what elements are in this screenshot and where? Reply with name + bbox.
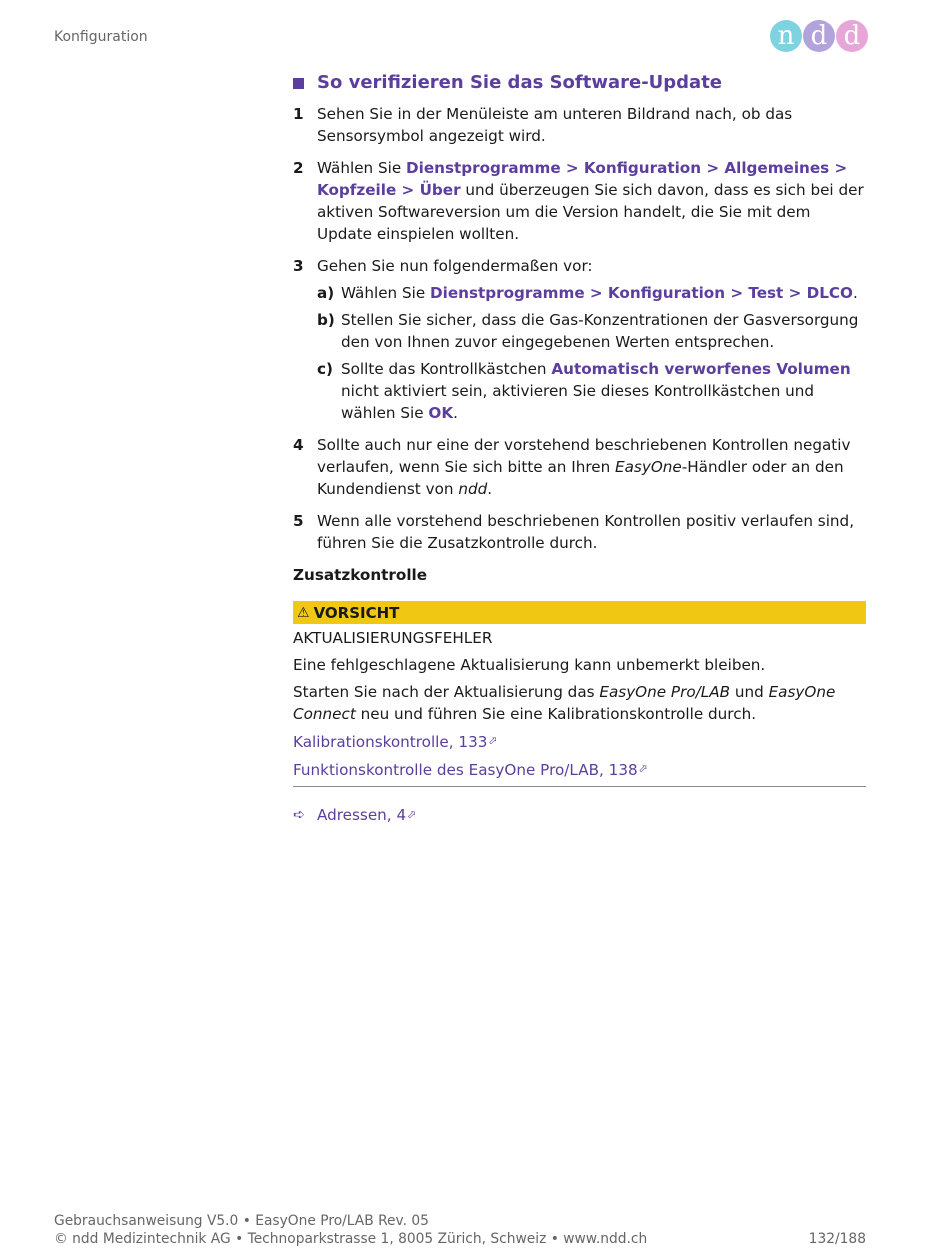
step-text-post: und überzeugen Sie sich davon, dass es sich bei der aktiven Softwareversion um die Version handelt, die Sie mit dem Update einspielen wollten.: [317, 181, 864, 243]
step-text: [317, 434, 866, 500]
caution-headline: AKTUALISIERUNGSFEHLER: [293, 629, 493, 647]
caution-bar: [293, 601, 866, 624]
substep-b: [317, 309, 866, 353]
step-5: [293, 510, 866, 554]
step-text-pre: Sollte auch nur eine der vorstehend beschriebenen Kontrollen negativ verlaufen, wenn Sie sich bitte an Ihren: [317, 436, 851, 476]
step-text-post: .: [487, 480, 493, 498]
link-kalibrationskontrolle[interactable]: [293, 730, 866, 753]
step-number: 3: [293, 257, 304, 275]
ndd-logo: [770, 20, 869, 52]
link-funktionskontrolle[interactable]: [293, 758, 866, 781]
footer-line-2: © ndd Medizintechnik AG • Technoparkstrasse 1, 8005 Zürich, Schweiz • www.ndd.ch: [54, 1231, 648, 1247]
substep-text-post: .: [453, 404, 458, 422]
checkbox-name: Automatisch verworfenes Volumen: [551, 360, 851, 378]
step-number: 1: [293, 105, 304, 123]
product-name: EasyOne Connect: [293, 683, 836, 723]
reference-link-text: Adressen, 4: [317, 806, 407, 824]
section-heading: [293, 72, 866, 94]
external-link-icon: ⬀: [488, 734, 498, 747]
step-2: [293, 157, 866, 245]
caution-instruction: [293, 681, 866, 725]
substep-text: Stellen Sie sicher, dass die Gas-Konzentrationen der Gasversorgung den von Ihnen zuvor eingegebenen Werten entsprechen.: [341, 311, 859, 351]
substep-text: [341, 282, 866, 304]
substep-c: [317, 358, 866, 424]
heading-square-icon: [293, 78, 304, 89]
step-text: Wenn alle vorstehend beschriebenen Kontrollen positiv verlaufen sind, führen Sie die Zusatzkontrolle durch.: [317, 512, 855, 552]
footer-line-1: Gebrauchsanweisung V5.0 • EasyOne Pro/LAB Rev. 05: [54, 1213, 429, 1229]
external-link-icon: ⬀: [638, 762, 648, 775]
company-name: ndd: [458, 480, 488, 498]
step-text: [317, 157, 866, 245]
warning-triangle-icon: ⚠: [297, 604, 310, 621]
external-link-icon: ⬀: [407, 808, 417, 821]
menu-path: Dienstprogramme > Konfiguration > Allgemeines > Kopfzeile > Über: [317, 159, 848, 199]
substep-text-pre: Sollte das Kontrollkästchen: [341, 360, 552, 378]
caution-text-post: neu und führen Sie eine Kalibrationskontrolle durch.: [355, 705, 757, 723]
header-section-title: Konfiguration: [54, 29, 148, 45]
substep-text-post: .: [852, 284, 858, 302]
menu-path: Dienstprogramme > Konfiguration > Test > DLCO: [430, 284, 853, 302]
substep-text-mid: nicht aktiviert sein, aktivieren Sie dieses Kontrollkästchen und wählen Sie: [341, 382, 815, 422]
logo-letter-d1: d: [803, 20, 835, 52]
logo-letter-n: n: [770, 20, 802, 52]
caution-text: Eine fehlgeschlagene Aktualisierung kann unbemerkt bleiben.: [293, 656, 766, 674]
step-text: Gehen Sie nun folgendermaßen vor:: [317, 257, 593, 275]
product-name: EasyOne Pro/LAB: [599, 683, 731, 701]
step-number: 2: [293, 159, 304, 177]
link-text: Funktionskontrolle des EasyOne Pro/LAB, 138: [293, 761, 638, 779]
step-text: Sehen Sie in der Menüleiste am unteren Bildrand nach, ob das Sensorsymbol angezeigt wird.: [317, 105, 793, 145]
substep-label: a): [317, 284, 335, 302]
reference-link[interactable]: [293, 804, 866, 826]
step-text-pre: Wählen Sie: [317, 159, 407, 177]
caution-label: VORSICHT: [313, 603, 400, 622]
caution-text-and: und: [730, 683, 769, 701]
substep-text: [341, 358, 866, 424]
step-number: 5: [293, 512, 304, 530]
logo-letter-d2: d: [836, 20, 868, 52]
substep-label: c): [317, 360, 333, 378]
caution-divider: [293, 786, 866, 787]
step-number: 4: [293, 436, 304, 454]
product-name: EasyOne: [615, 458, 682, 476]
step-1: [293, 103, 866, 147]
caution-text-pre: Starten Sie nach der Aktualisierung das: [293, 683, 600, 701]
footer: [54, 1212, 866, 1248]
substep-label: b): [317, 311, 335, 329]
substep-text-pre: Wählen Sie: [341, 284, 431, 302]
page-number: 132/188: [808, 1231, 866, 1247]
arrow-right-icon: ➪: [293, 807, 305, 823]
zusatzkontrolle-heading: Zusatzkontrolle: [293, 566, 428, 584]
step-4: [293, 434, 866, 500]
substep-a: [317, 282, 866, 304]
step-body: [317, 255, 866, 424]
step-text-mid: -Händler oder an den Kundendienst von: [317, 458, 844, 498]
ok-label: OK: [428, 404, 454, 422]
link-text: Kalibrationskontrolle, 133: [293, 733, 488, 751]
step-3: [293, 255, 866, 424]
main-content: [293, 72, 866, 826]
heading-text: So verifizieren Sie das Software-Update: [317, 72, 723, 93]
